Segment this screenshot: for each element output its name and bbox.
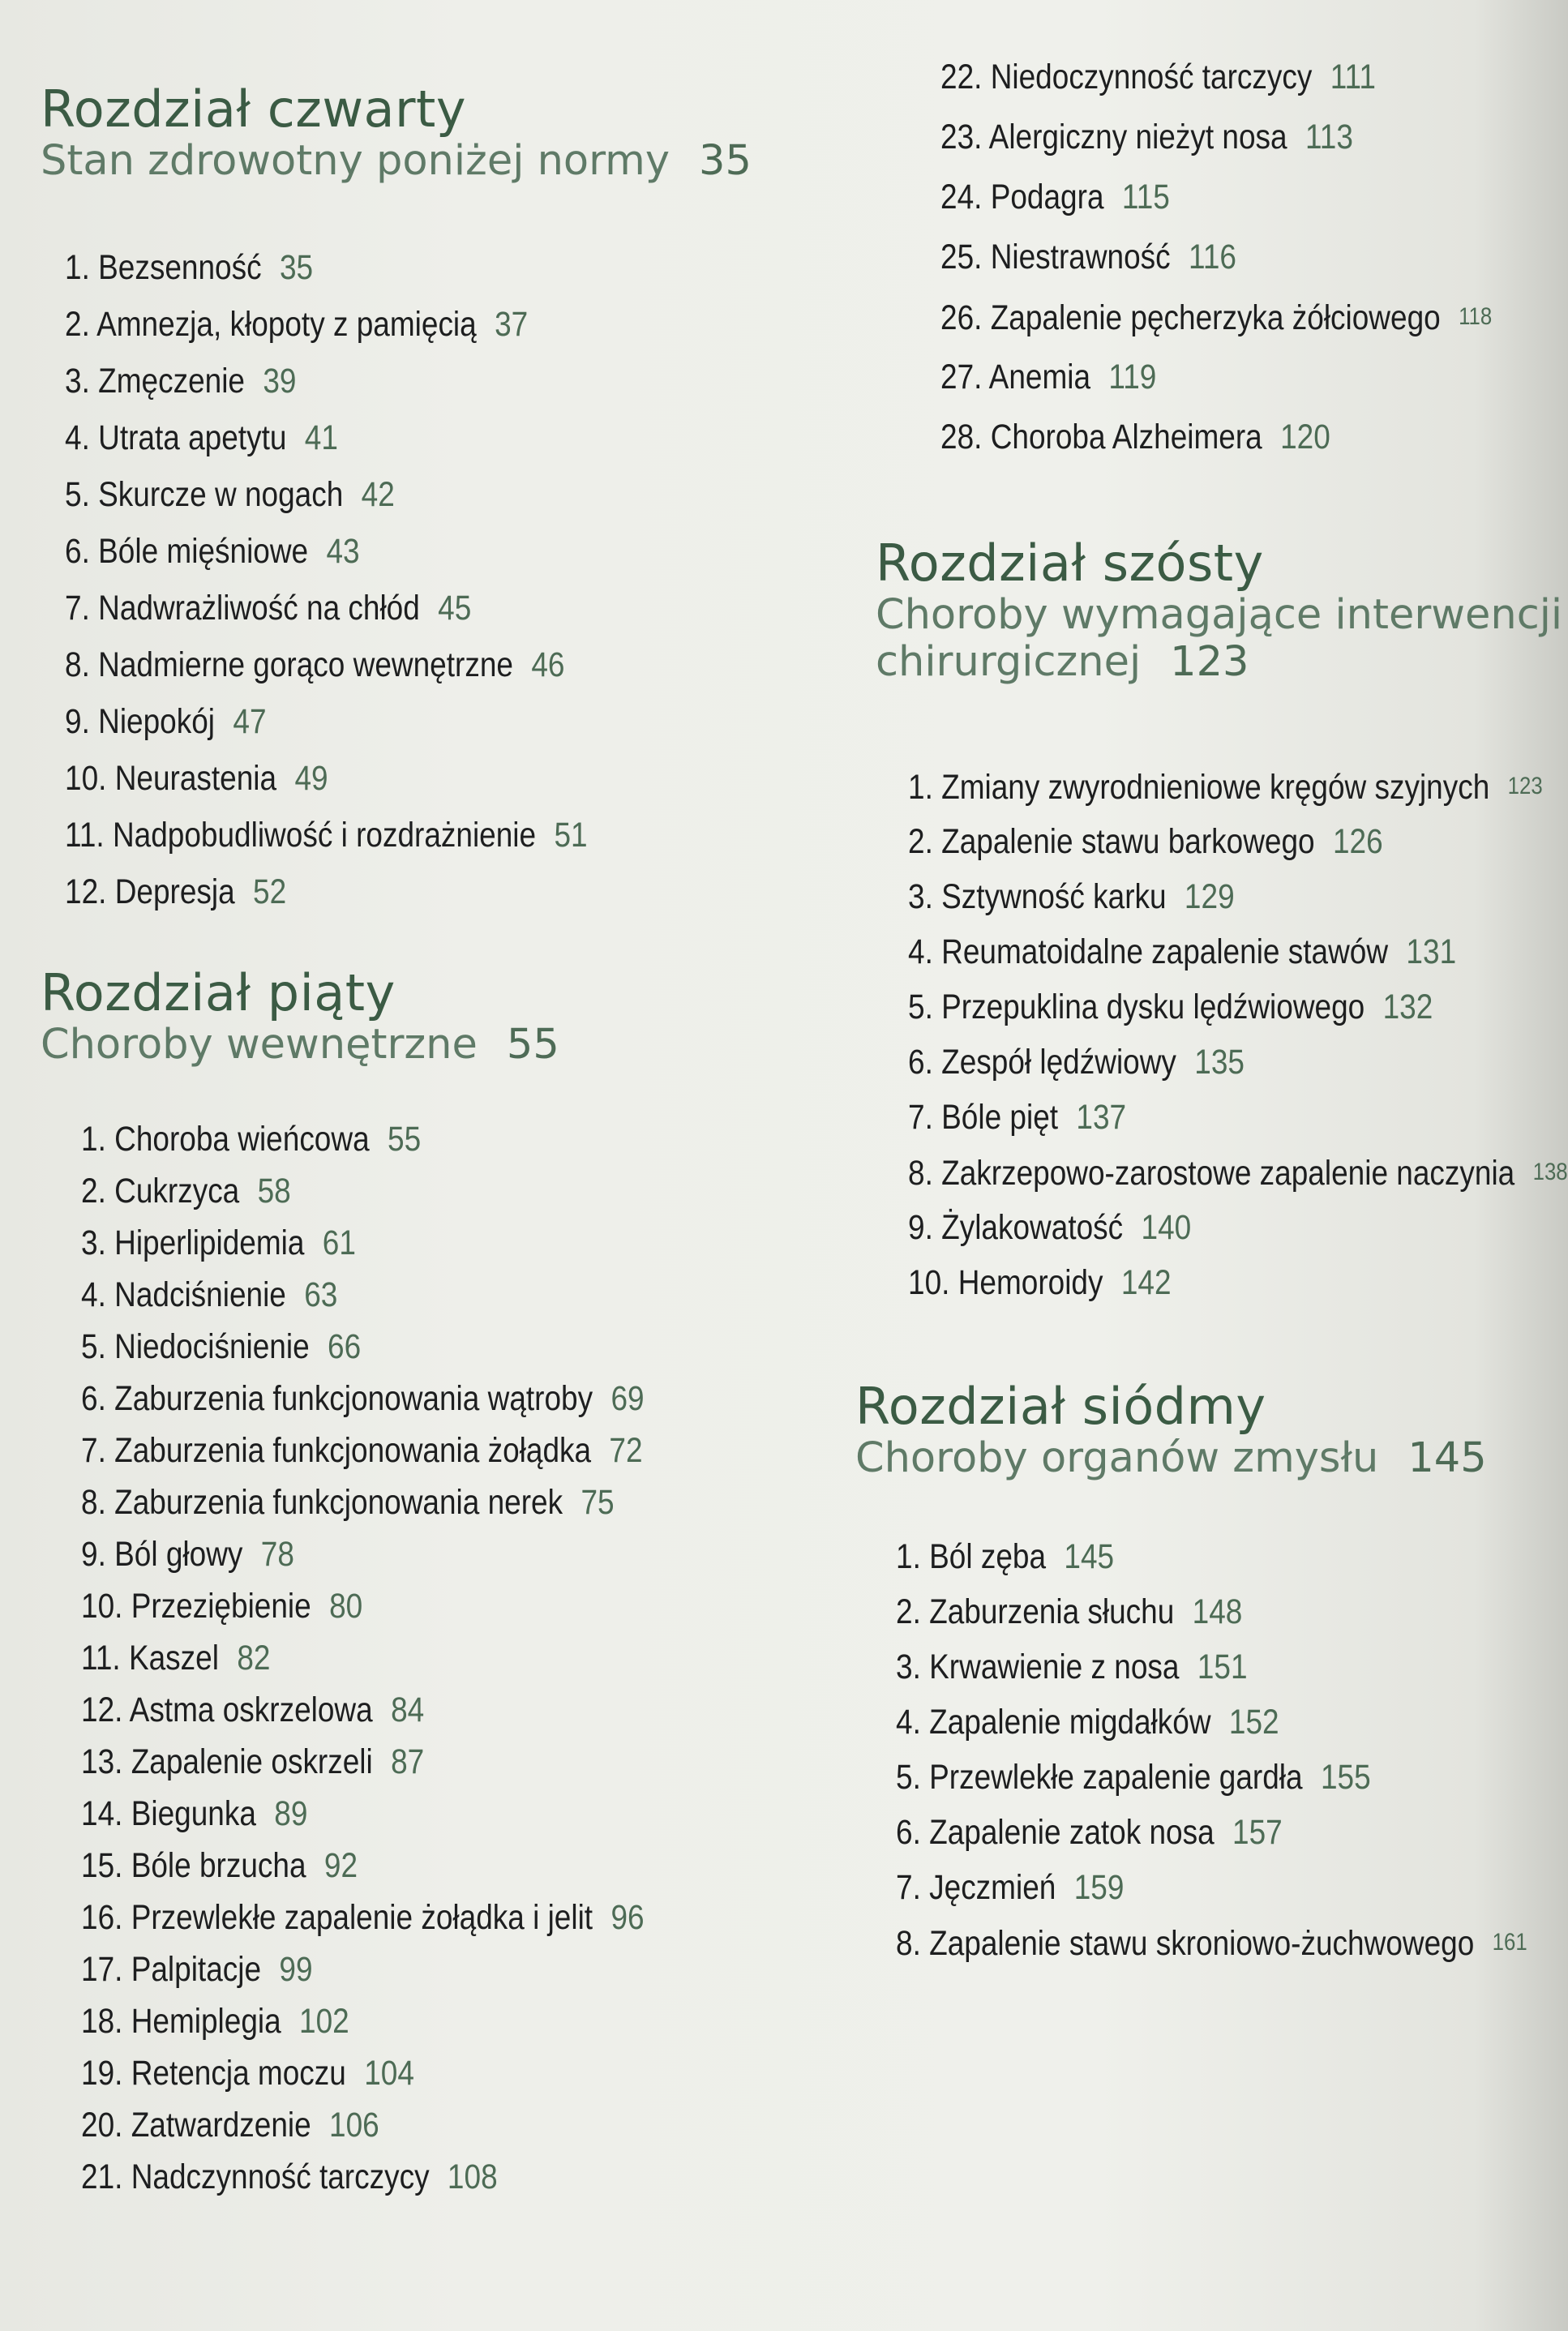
list-item[interactable] bbox=[65, 474, 395, 515]
item-page: 142 bbox=[1120, 1263, 1172, 1302]
list-item[interactable] bbox=[81, 1586, 362, 1626]
list-item[interactable] bbox=[65, 418, 338, 458]
item-number: 2. bbox=[896, 1592, 921, 1631]
chapter-title: Rozdział piąty bbox=[41, 963, 396, 1022]
item-number: 4. bbox=[908, 932, 933, 971]
item-page: 92 bbox=[323, 1846, 358, 1885]
item-page: 129 bbox=[1184, 877, 1235, 916]
chapter-subtitle-line2 bbox=[876, 639, 1562, 686]
item-page: 161 bbox=[1492, 1929, 1527, 1956]
item-title: Retencja moczu bbox=[131, 2054, 346, 2093]
item-page: 104 bbox=[364, 2054, 414, 2093]
item-number: 13. bbox=[81, 1742, 123, 1781]
item-title: Zespół lędźwiowy bbox=[941, 1043, 1176, 1082]
item-number: 20. bbox=[81, 2106, 123, 2145]
list-item[interactable] bbox=[908, 1097, 1126, 1138]
list-item[interactable] bbox=[65, 645, 564, 685]
item-number: 9. bbox=[908, 1208, 933, 1247]
list-item[interactable] bbox=[908, 1042, 1245, 1082]
chapter-subtitle: chirurgicznej bbox=[876, 638, 1142, 686]
item-title: Nadczynność tarczycy bbox=[131, 2157, 430, 2196]
item-page: 75 bbox=[581, 1483, 615, 1522]
item-title: Zaburzenia funkcjonowania żołądka bbox=[114, 1431, 592, 1470]
item-number: 10. bbox=[81, 1587, 123, 1626]
list-item[interactable] bbox=[65, 588, 471, 628]
item-page: 84 bbox=[391, 1690, 425, 1729]
list-item[interactable] bbox=[81, 1897, 645, 1938]
item-page: 78 bbox=[260, 1535, 294, 1574]
item-title: Amnezja, kłopoty z pamięcią bbox=[96, 305, 477, 344]
item-number: 1. bbox=[81, 1120, 106, 1159]
chapter-title: Rozdział siódmy bbox=[855, 1377, 1266, 1436]
item-title: Zapalenie stawu barkowego bbox=[941, 822, 1315, 861]
list-item[interactable] bbox=[908, 766, 1543, 808]
item-number: 9. bbox=[81, 1535, 106, 1574]
item-title: Przewlekłe zapalenie gardła bbox=[929, 1758, 1303, 1797]
list-item[interactable] bbox=[940, 117, 1353, 157]
item-number: 2. bbox=[908, 822, 933, 861]
chapter-page: 55 bbox=[506, 1021, 559, 1069]
list-item[interactable] bbox=[896, 1922, 1527, 1964]
item-page: 118 bbox=[1459, 303, 1493, 330]
list-item[interactable] bbox=[81, 2157, 498, 2197]
item-number: 11. bbox=[81, 1639, 121, 1678]
item-page: 49 bbox=[294, 759, 328, 798]
item-number: 18. bbox=[81, 2002, 123, 2041]
item-page: 111 bbox=[1330, 58, 1376, 96]
item-title: Choroba Alzheimera bbox=[990, 418, 1262, 456]
item-page: 82 bbox=[237, 1639, 271, 1678]
item-number: 7. bbox=[65, 589, 90, 628]
item-page: 152 bbox=[1228, 1703, 1279, 1742]
list-item[interactable] bbox=[81, 1171, 291, 1211]
item-page: 120 bbox=[1280, 418, 1330, 456]
list-item[interactable] bbox=[896, 1647, 1248, 1687]
list-item[interactable] bbox=[65, 247, 313, 288]
list-item[interactable] bbox=[81, 1326, 361, 1367]
list-item[interactable] bbox=[896, 1536, 1114, 1577]
item-number: 27. bbox=[940, 358, 983, 396]
item-title: Niedociśnienie bbox=[114, 1327, 310, 1366]
item-title: Neurastenia bbox=[114, 759, 277, 798]
list-item[interactable] bbox=[896, 1757, 1371, 1798]
item-title: Żylakowatość bbox=[941, 1208, 1124, 1247]
item-page: 155 bbox=[1320, 1758, 1371, 1797]
item-title: Depresja bbox=[114, 872, 235, 911]
item-number: 7. bbox=[908, 1098, 933, 1137]
item-page: 157 bbox=[1232, 1813, 1283, 1852]
item-page: 52 bbox=[253, 872, 287, 911]
chapter-subtitle-line1: Choroby wymagające interwencji bbox=[876, 591, 1563, 639]
item-number: 17. bbox=[81, 1950, 123, 1989]
list-item[interactable] bbox=[81, 1223, 356, 1263]
item-number: 11. bbox=[65, 816, 105, 855]
list-item[interactable] bbox=[81, 1534, 294, 1575]
item-title: Sztywność karku bbox=[941, 877, 1167, 916]
item-number: 4. bbox=[65, 418, 90, 457]
item-title: Anemia bbox=[988, 358, 1091, 396]
item-page: 89 bbox=[274, 1794, 308, 1833]
item-title: Nadwrażliwość na chłód bbox=[98, 589, 420, 628]
item-number: 8. bbox=[81, 1483, 106, 1522]
item-number: 8. bbox=[908, 1154, 933, 1193]
item-title: Reumatoidalne zapalenie stawów bbox=[941, 932, 1389, 971]
item-number: 5. bbox=[896, 1758, 921, 1797]
chapter-page: 123 bbox=[1170, 638, 1249, 686]
item-title: Niepokój bbox=[98, 702, 216, 741]
item-page: 58 bbox=[257, 1172, 291, 1210]
item-page: 115 bbox=[1121, 178, 1170, 216]
item-number: 10. bbox=[908, 1263, 950, 1302]
list-item[interactable] bbox=[65, 304, 528, 345]
item-title: Nadpobudliwość i rozdrażnienie bbox=[112, 816, 537, 855]
item-page: 41 bbox=[304, 418, 338, 457]
chapter-subtitle-line bbox=[855, 1435, 1487, 1482]
list-item[interactable] bbox=[81, 2053, 414, 2093]
chapter-subtitle: Choroby organów zmysłu bbox=[855, 1434, 1379, 1482]
item-page: 108 bbox=[447, 2157, 498, 2196]
list-item[interactable] bbox=[908, 876, 1235, 917]
item-title: Niedoczynność tarczycy bbox=[990, 58, 1313, 96]
list-item[interactable] bbox=[81, 1275, 337, 1315]
item-title: Alergiczny nieżyt nosa bbox=[988, 118, 1287, 156]
item-number: 28. bbox=[940, 418, 983, 456]
item-page: 39 bbox=[263, 362, 297, 401]
list-item[interactable] bbox=[940, 297, 1492, 338]
chapter-six-heading bbox=[876, 535, 1562, 686]
item-number: 3. bbox=[908, 877, 933, 916]
item-page: 151 bbox=[1197, 1648, 1248, 1686]
chapter-subtitle-line bbox=[41, 138, 752, 185]
item-title: Skurcze w nogach bbox=[98, 475, 344, 514]
item-page: 45 bbox=[438, 589, 472, 628]
item-title: Krwawienie z nosa bbox=[929, 1648, 1180, 1686]
item-number: 3. bbox=[65, 362, 90, 401]
list-item[interactable] bbox=[81, 1638, 270, 1678]
chapter-title: Rozdział czwarty bbox=[41, 79, 467, 139]
item-page: 55 bbox=[388, 1120, 422, 1159]
item-number: 15. bbox=[81, 1846, 123, 1885]
list-item[interactable] bbox=[908, 987, 1433, 1027]
item-page: 87 bbox=[391, 1742, 425, 1781]
item-number: 6. bbox=[908, 1043, 933, 1082]
item-title: Zmiany zwyrodnieniowe kręgów szyjnych bbox=[941, 768, 1490, 807]
list-item[interactable] bbox=[940, 177, 1170, 217]
item-title: Bóle brzucha bbox=[131, 1846, 306, 1885]
item-number: 1. bbox=[896, 1537, 921, 1576]
list-item[interactable] bbox=[81, 2001, 349, 2042]
item-title: Przewlekłe zapalenie żołądka i jelit bbox=[131, 1898, 593, 1937]
list-item[interactable] bbox=[908, 821, 1383, 862]
item-page: 148 bbox=[1192, 1592, 1243, 1631]
list-item[interactable] bbox=[908, 1207, 1191, 1248]
item-number: 1. bbox=[65, 248, 90, 287]
item-title: Choroba wieńcowa bbox=[114, 1120, 370, 1159]
item-page: 42 bbox=[361, 475, 395, 514]
list-item[interactable] bbox=[65, 758, 328, 799]
item-title: Bóle mięśniowe bbox=[98, 532, 309, 571]
item-title: Zaburzenia funkcjonowania wątroby bbox=[114, 1379, 593, 1418]
item-title: Zapalenie migdałków bbox=[929, 1703, 1211, 1742]
item-page: 135 bbox=[1194, 1043, 1245, 1082]
item-title: Astma oskrzelowa bbox=[129, 1690, 373, 1729]
item-number: 6. bbox=[65, 532, 90, 571]
item-page: 113 bbox=[1305, 118, 1353, 156]
list-item[interactable] bbox=[81, 1845, 358, 1886]
item-title: Zapalenie pęcherzyka żółciowego bbox=[990, 298, 1441, 337]
item-page: 43 bbox=[326, 532, 360, 571]
item-title: Kaszel bbox=[128, 1639, 219, 1678]
item-title: Zakrzepowo-zarostowe zapalenie naczynia bbox=[941, 1154, 1515, 1193]
item-title: Przepuklina dysku lędźwiowego bbox=[941, 988, 1365, 1026]
list-item[interactable] bbox=[896, 1592, 1242, 1632]
chapter-title: Rozdział szósty bbox=[876, 533, 1264, 593]
item-title: Zmęczenie bbox=[98, 362, 245, 401]
item-number: 5. bbox=[908, 988, 933, 1026]
list-item[interactable] bbox=[81, 1119, 421, 1159]
item-title: Zapalenie zatok nosa bbox=[929, 1813, 1215, 1852]
item-title: Zapalenie oskrzeli bbox=[131, 1742, 373, 1781]
item-page: 131 bbox=[1406, 932, 1457, 971]
list-item[interactable] bbox=[940, 237, 1236, 277]
list-item[interactable] bbox=[940, 357, 1156, 397]
item-number: 7. bbox=[81, 1431, 106, 1470]
item-number: 23. bbox=[940, 118, 983, 156]
list-item[interactable] bbox=[65, 815, 588, 855]
item-page: 119 bbox=[1108, 358, 1157, 396]
item-title: Zaburzenia funkcjonowania nerek bbox=[114, 1483, 563, 1522]
list-item[interactable] bbox=[908, 932, 1456, 972]
list-item[interactable] bbox=[81, 1949, 313, 1990]
item-page: 126 bbox=[1332, 822, 1383, 861]
item-number: 14. bbox=[81, 1794, 123, 1833]
chapter-subtitle: Choroby wewnętrzne bbox=[41, 1021, 478, 1069]
item-page: 116 bbox=[1189, 238, 1236, 276]
chapter-page: 145 bbox=[1407, 1434, 1487, 1482]
item-page: 72 bbox=[609, 1431, 643, 1470]
chapter-subtitle: Stan zdrowotny poniżej normy bbox=[41, 137, 670, 185]
list-item[interactable] bbox=[940, 417, 1330, 457]
item-title: Hemiplegia bbox=[131, 2002, 281, 2041]
item-page: 46 bbox=[531, 645, 565, 684]
item-page: 63 bbox=[304, 1275, 338, 1314]
item-title: Podagra bbox=[990, 178, 1104, 216]
item-number: 8. bbox=[896, 1924, 921, 1963]
list-item[interactable] bbox=[81, 1378, 645, 1419]
list-item[interactable] bbox=[81, 1482, 615, 1523]
list-item[interactable] bbox=[81, 1430, 643, 1471]
item-number: 19. bbox=[81, 2054, 123, 2093]
item-page: 80 bbox=[329, 1587, 363, 1626]
item-number: 12. bbox=[81, 1690, 123, 1729]
list-item[interactable] bbox=[65, 531, 360, 572]
item-number: 16. bbox=[81, 1898, 123, 1937]
item-page: 132 bbox=[1382, 988, 1433, 1026]
list-item[interactable] bbox=[896, 1867, 1124, 1908]
list-item[interactable] bbox=[81, 1742, 424, 1782]
item-number: 4. bbox=[81, 1275, 106, 1314]
list-item[interactable] bbox=[81, 2105, 379, 2145]
item-number: 6. bbox=[896, 1813, 921, 1852]
item-page: 66 bbox=[328, 1327, 362, 1366]
item-page: 35 bbox=[279, 248, 314, 287]
item-title: Nadciśnienie bbox=[114, 1275, 286, 1314]
item-title: Utrata apetytu bbox=[98, 418, 287, 457]
list-item[interactable] bbox=[940, 57, 1376, 97]
item-number: 10. bbox=[65, 759, 107, 798]
list-item[interactable] bbox=[65, 361, 296, 401]
item-page: 69 bbox=[610, 1379, 645, 1418]
item-number: 7. bbox=[896, 1868, 921, 1907]
list-item[interactable] bbox=[896, 1812, 1283, 1853]
item-title: Zaburzenia słuchu bbox=[929, 1592, 1175, 1631]
item-number: 8. bbox=[65, 645, 90, 684]
item-title: Zatwardzenie bbox=[131, 2106, 311, 2145]
item-title: Cukrzyca bbox=[114, 1172, 240, 1210]
chapter-four-heading bbox=[41, 81, 752, 185]
item-page: 145 bbox=[1064, 1537, 1115, 1576]
item-number: 3. bbox=[81, 1223, 106, 1262]
item-number: 3. bbox=[896, 1648, 921, 1686]
item-number: 21. bbox=[81, 2157, 123, 2196]
item-title: Hiperlipidemia bbox=[114, 1223, 305, 1262]
item-number: 4. bbox=[896, 1703, 921, 1742]
list-item[interactable] bbox=[65, 701, 267, 742]
chapter-subtitle-line bbox=[41, 1022, 559, 1069]
item-number: 22. bbox=[940, 58, 983, 96]
item-title: Ból zęba bbox=[929, 1537, 1047, 1576]
list-item[interactable] bbox=[81, 1793, 307, 1834]
item-title: Ból głowy bbox=[114, 1535, 243, 1574]
item-page: 47 bbox=[233, 702, 267, 741]
list-item[interactable] bbox=[81, 1690, 424, 1730]
item-number: 26. bbox=[940, 298, 983, 337]
list-item[interactable] bbox=[908, 1152, 1568, 1193]
item-title: Hemoroidy bbox=[958, 1263, 1103, 1302]
item-page: 99 bbox=[279, 1950, 313, 1989]
item-title: Bezsenność bbox=[98, 248, 262, 287]
item-number: 2. bbox=[65, 305, 90, 344]
item-page: 138 bbox=[1532, 1159, 1568, 1185]
chapter-page: 35 bbox=[699, 137, 752, 185]
item-number: 24. bbox=[940, 178, 983, 216]
item-number: 6. bbox=[81, 1379, 106, 1418]
item-number: 12. bbox=[65, 872, 107, 911]
item-number: 2. bbox=[81, 1172, 106, 1210]
list-item[interactable] bbox=[908, 1262, 1172, 1303]
item-page: 61 bbox=[322, 1223, 356, 1262]
item-number: 1. bbox=[908, 768, 933, 807]
item-title: Przeziębienie bbox=[131, 1587, 311, 1626]
item-page: 96 bbox=[610, 1898, 645, 1937]
item-page: 159 bbox=[1073, 1868, 1125, 1907]
item-title: Nadmierne gorąco wewnętrzne bbox=[98, 645, 513, 684]
item-title: Biegunka bbox=[131, 1794, 256, 1833]
item-page: 140 bbox=[1141, 1208, 1192, 1247]
item-page: 137 bbox=[1076, 1098, 1127, 1137]
item-page: 102 bbox=[299, 2002, 349, 2041]
item-page: 123 bbox=[1507, 773, 1543, 799]
chapter-seven-heading bbox=[855, 1378, 1487, 1482]
item-page: 51 bbox=[554, 816, 588, 855]
item-number: 25. bbox=[940, 238, 983, 276]
list-item[interactable] bbox=[65, 872, 286, 912]
item-title: Jęczmień bbox=[929, 1868, 1056, 1907]
item-number: 5. bbox=[65, 475, 90, 514]
list-item[interactable] bbox=[896, 1702, 1279, 1742]
item-number: 5. bbox=[81, 1327, 106, 1366]
item-title: Niestrawność bbox=[990, 238, 1171, 276]
item-title: Bóle pięt bbox=[941, 1098, 1059, 1137]
chapter-five-heading bbox=[41, 965, 559, 1069]
item-page: 106 bbox=[329, 2106, 379, 2145]
item-title: Zapalenie stawu skroniowo-żuchwowego bbox=[929, 1924, 1475, 1963]
item-number: 9. bbox=[65, 702, 90, 741]
item-page: 37 bbox=[495, 305, 529, 344]
item-title: Palpitacje bbox=[131, 1950, 262, 1989]
